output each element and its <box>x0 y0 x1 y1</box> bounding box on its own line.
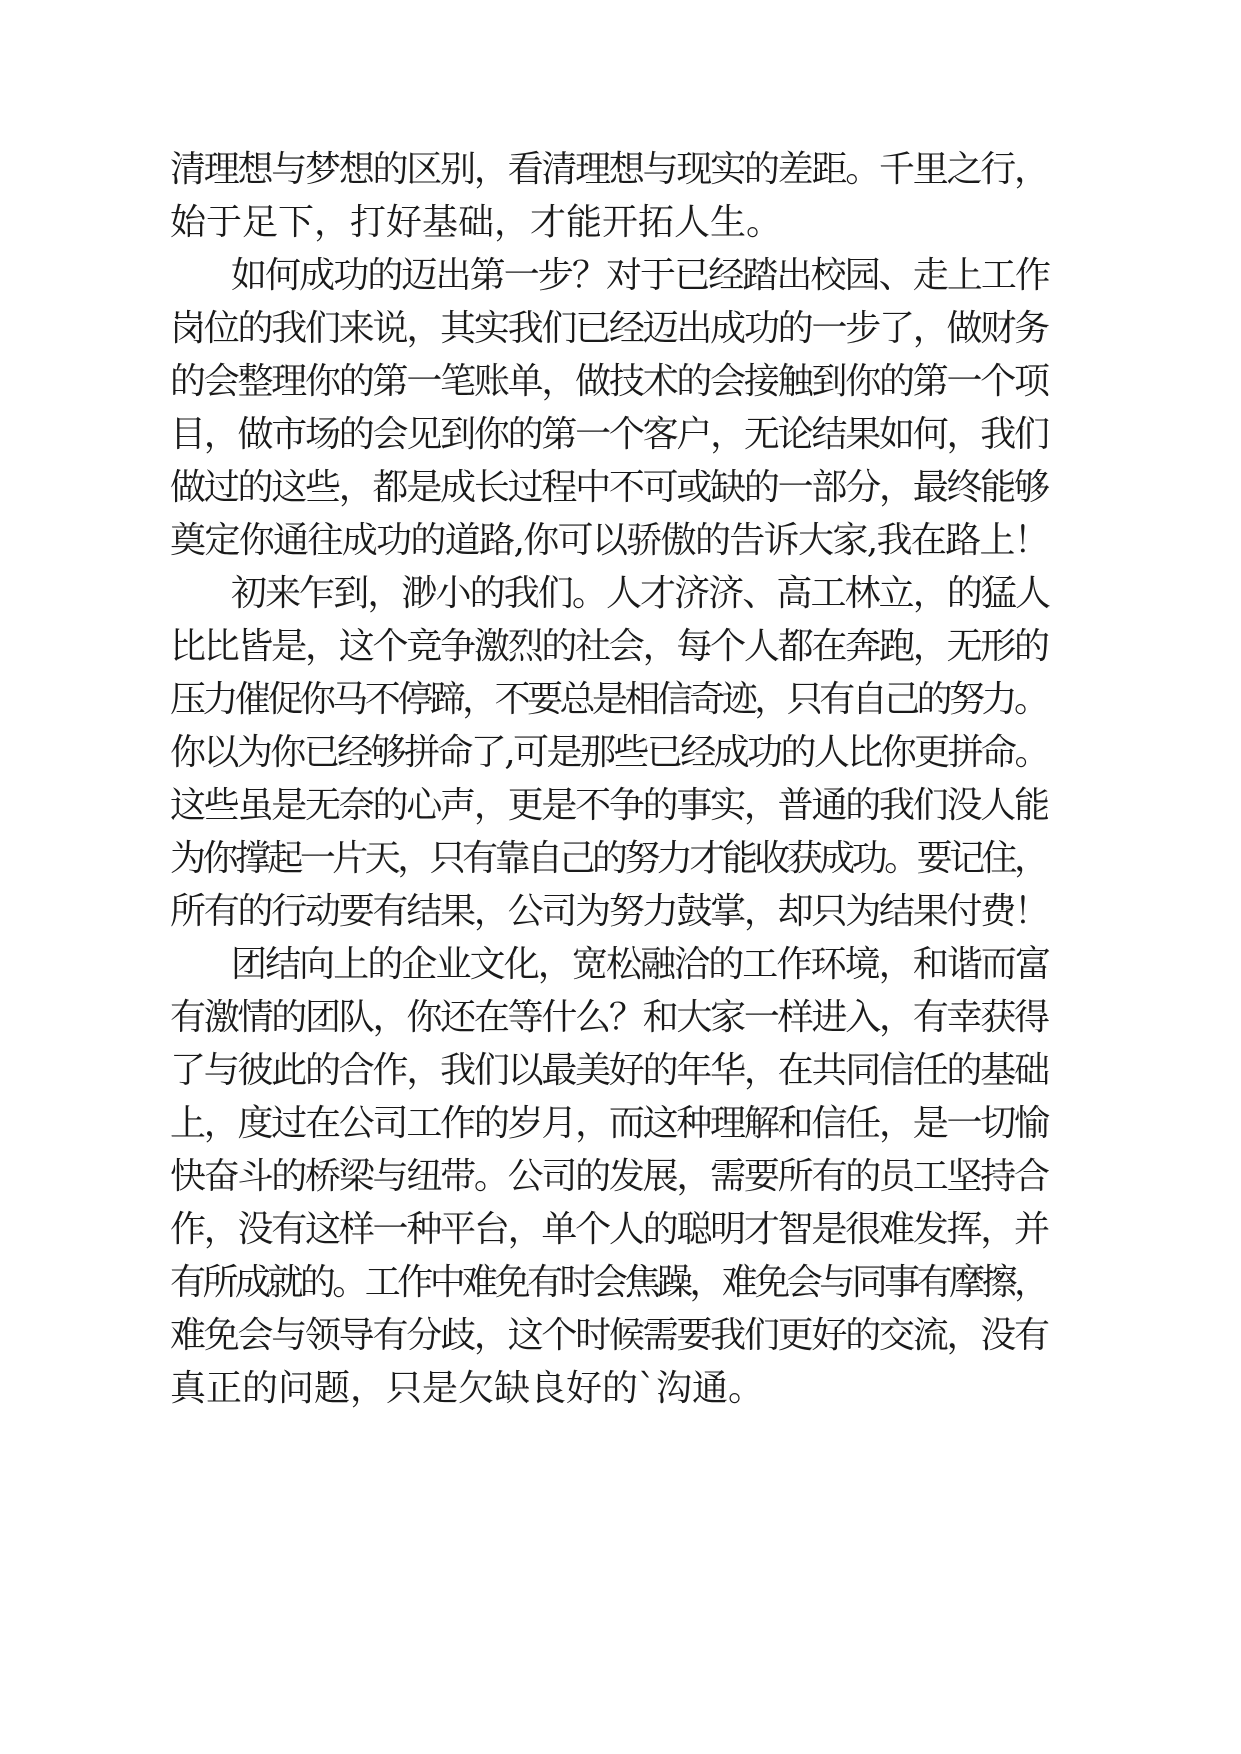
text-line: 目，做市场的会见到你的第一个客户，无论结果如何，我们 <box>170 414 1048 455</box>
text-line: 有所成就的。工作中难免有时会焦躁，难免会与同事有摩擦， <box>170 1262 1047 1303</box>
text-line: 快奋斗的桥梁与纽带。公司的发展，需要所有的员工坚持合 <box>170 1156 1048 1197</box>
text-line: 压力催促你马不停蹄，不要总是相信奇迹，只有自己的努力。 <box>170 679 1047 720</box>
text-line: 初来乍到，渺小的我们。人才济济、高工林立，的猛人 <box>231 573 1050 614</box>
text-line: 作，没有这样一种平台，单个人的聪明才智是很难发挥，并 <box>170 1209 1048 1250</box>
text-line: 你以为你已经够拼命了,可是那些已经成功的人比你更拼命。 <box>170 732 1048 773</box>
text-line: 真正的问题，只是欠缺良好的`沟通。 <box>170 1368 765 1409</box>
text-line: 做过的这些，都是成长过程中不可或缺的一部分，最终能够 <box>170 467 1048 508</box>
text-line: 为你撑起一片天，只有靠自己的努力才能收获成功。要记住， <box>170 838 1047 879</box>
text-line: 有激情的团队，你还在等什么？和大家一样进入，有幸获得 <box>170 997 1048 1038</box>
text-line: 上，度过在公司工作的岁月，而这种理解和信任，是一切愉 <box>170 1103 1048 1144</box>
text-line: 难免会与领导有分歧，这个时候需要我们更好的交流，没有 <box>170 1315 1048 1356</box>
text-line: 如何成功的迈出第一步？对于已经踏出校园、走上工作 <box>231 255 1050 296</box>
text-line: 岗位的我们来说，其实我们已经迈出成功的一步了，做财务 <box>170 308 1048 349</box>
text-line: 奠定你通往成功的道路,你可以骄傲的告诉大家,我在路上！ <box>170 520 1049 561</box>
text-line: 这些虽是无奈的心声，更是不争的事实，普通的我们没人能 <box>170 785 1048 826</box>
text-line: 清理想与梦想的区别，看清理想与现实的差距。千里之行， <box>170 149 1048 190</box>
text-line: 的会整理你的第一笔账单，做技术的会接触到你的第一个项 <box>170 361 1048 402</box>
text-line: 所有的行动要有结果，公司为努力鼓掌，却只为结果付费！ <box>170 891 1048 932</box>
text-line: 了与彼此的合作，我们以最美好的年华，在共同信任的基础 <box>170 1050 1048 1091</box>
text-line: 始于足下，打好基础，才能开拓人生。 <box>170 202 783 243</box>
text-line: 团结向上的企业文化，宽松融洽的工作环境，和谐而富 <box>231 944 1050 985</box>
text-line: 比比皆是，这个竞争激烈的社会，每个人都在奔跑，无形的 <box>170 626 1048 667</box>
